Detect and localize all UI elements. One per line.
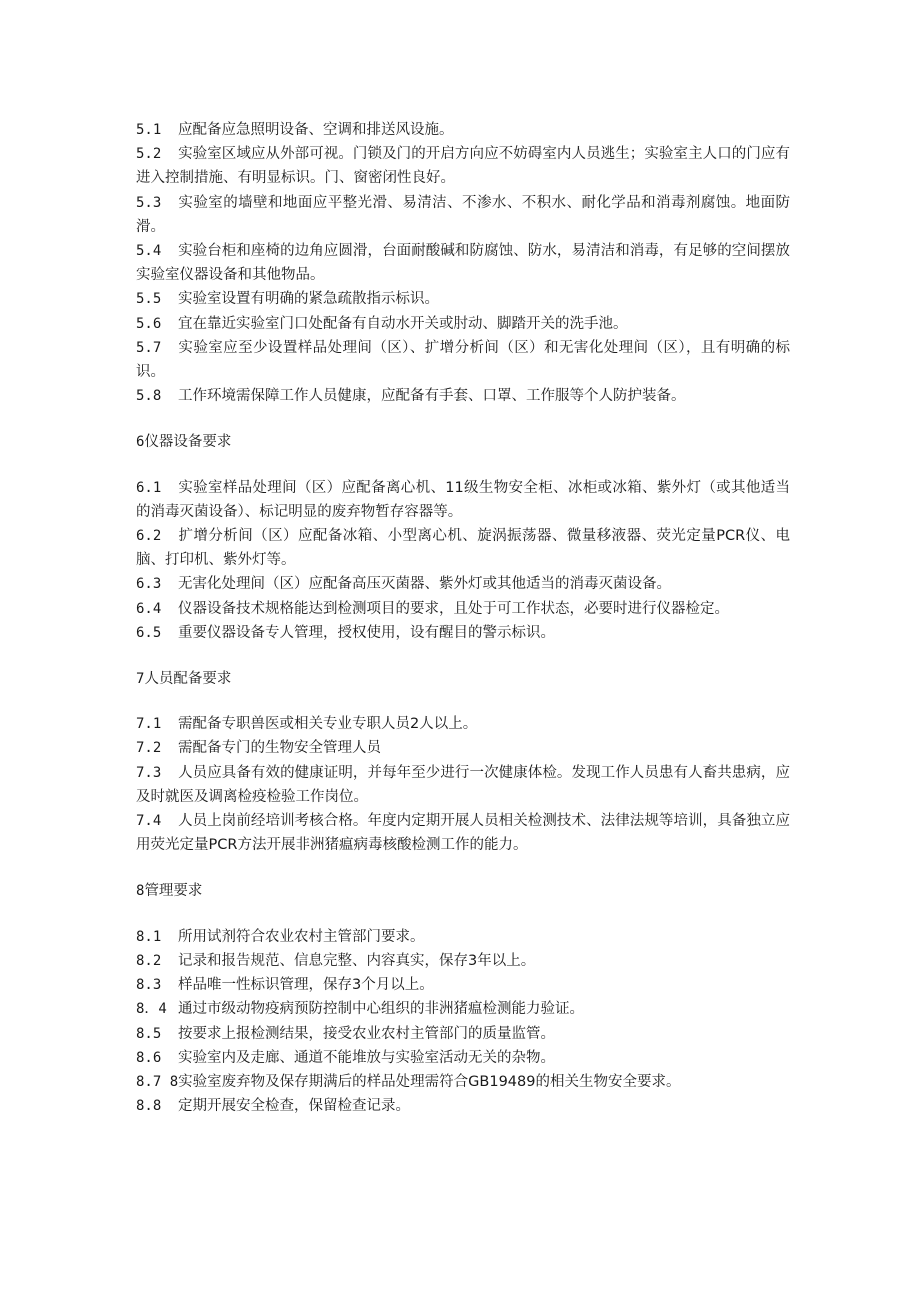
clause-text: 实验室样品处理间（区）应配备离心机、11级生物安全柜、冰柜或冰箱、紫外灯（或其他适当的消毒灭菌设备）、标记明显的废弃物暂存容器等。 — [136, 479, 790, 520]
clause-8-8 — [136, 1094, 790, 1118]
clause-number: 5.8 — [136, 388, 162, 405]
clause-text: 所用试剂符合农业农村主管部门要求。 — [178, 928, 425, 945]
clause-5-5 — [136, 287, 790, 311]
clause-text: 工作环境需保障工作人员健康，应配备有手套、口罩、工作服等个人防护装备。 — [178, 388, 686, 405]
clause-number: 6.3 — [136, 576, 162, 593]
section-title: 仪器设备要求 — [144, 434, 232, 451]
clause-7-1 — [136, 712, 790, 736]
clause-number: 5.5 — [136, 291, 162, 308]
clause-number: 5.3 — [136, 194, 162, 211]
clause-text: 实验室区域应从外部可视。门锁及门的开启方向应不妨碍室内人员逃生；实验室主人口的门应有进入控制措施、有明显标识。门、窗密闭性良好。 — [136, 146, 790, 187]
clause-5-7 — [136, 336, 790, 384]
clause-number: 5.6 — [136, 315, 162, 332]
section-heading-8 — [136, 879, 790, 903]
section-heading-7 — [136, 667, 790, 691]
clause-text: 重要仪器设备专人管理，授权使用，设有醒目的警示标识。 — [178, 624, 555, 641]
clause-6-3 — [136, 572, 790, 596]
clause-text: 实验室的墙壁和地面应平整光滑、易清洁、不渗水、不积水、耐化学品和消毒剂腐蚀。地面防滑。 — [136, 194, 790, 235]
clause-7-4 — [136, 809, 790, 857]
clause-7-2 — [136, 736, 790, 760]
clause-number: 8．4 — [136, 1001, 167, 1018]
clause-number: 8.5 — [136, 1025, 162, 1042]
clause-number: 8.7 8 — [136, 1073, 179, 1090]
clause-number: 5.4 — [136, 243, 162, 260]
document-body — [136, 118, 790, 1118]
clause-text: 样品唯一性标识管理，保存3个月以上。 — [178, 977, 434, 994]
clause-8-4 — [136, 997, 790, 1021]
clause-8-2 — [136, 949, 790, 973]
clause-text: 实验室应至少设置样品处理间（区）、扩增分析间（区）和无害化处理间（区），且有明确的标识。 — [136, 339, 790, 381]
clause-6-4 — [136, 597, 790, 621]
clause-text: 人员应具备有效的健康证明，并每年至少进行一次健康体检。发现工作人员患有人畜共患病，应及时就医及调离检疫检验工作岗位。 — [136, 764, 790, 805]
clause-8-7 — [136, 1070, 790, 1094]
clause-7-3 — [136, 761, 790, 809]
clause-number: 8.8 — [136, 1098, 162, 1115]
clause-6-2 — [136, 524, 790, 572]
clause-5-4 — [136, 239, 790, 287]
clause-number: 6.4 — [136, 600, 162, 617]
clause-number: 7.1 — [136, 716, 162, 733]
clause-text: 通过市级动物疫病预防控制中心组织的非洲猪瘟检测能力验证。 — [178, 1001, 584, 1018]
clause-text: 扩增分析间（区）应配备冰箱、小型离心机、旋涡振荡器、微量移液器、荧光定量PCR仪、电脑、打印机、紫外灯等。 — [136, 528, 790, 569]
clause-number: 7.3 — [136, 764, 162, 781]
clause-text: 定期开展安全检查，保留检查记录。 — [178, 1098, 410, 1115]
clause-text: 记录和报告规范、信息完整、内容真实，保存3年以上。 — [178, 952, 536, 969]
clause-text: 无害化处理间（区）应配备高压灭菌器、紫外灯或其他适当的消毒灭菌设备。 — [178, 576, 671, 593]
clause-number: 8.1 — [136, 928, 162, 945]
clause-text: 应配备应急照明设备、空调和排送风设施。 — [178, 122, 454, 138]
clause-number: 5.2 — [136, 146, 162, 163]
clause-5-1 — [136, 118, 790, 142]
clause-number: 8.3 — [136, 977, 162, 994]
clause-number: 5.1 — [136, 122, 162, 138]
section-heading-6 — [136, 430, 790, 454]
clause-5-3 — [136, 191, 790, 239]
clause-5-6 — [136, 312, 790, 336]
clause-8-3 — [136, 973, 790, 997]
clause-text: 实验台柜和座椅的边角应圆滑，台面耐酸碱和防腐蚀、防水，易清洁和消毒，有足够的空间摆放实验室仪器设备和其他物品。 — [136, 243, 790, 284]
clause-6-5 — [136, 621, 790, 645]
clause-text: 实验室设置有明确的紧急疏散指示标识。 — [178, 291, 439, 308]
clause-text: 宜在靠近实验室门口处配备有自动水开关或肘动、脚踏开关的洗手池。 — [178, 315, 628, 332]
clause-text: 人员上岗前经培训考核合格。年度内定期开展人员相关检测技术、法律法规等培训，具备独立应用荧光定量PCR方法开展非洲猪瘟病毒核酸检测工作的能力。 — [136, 813, 790, 854]
clause-number: 7.4 — [136, 813, 162, 830]
section-number: 8 — [136, 883, 145, 900]
clause-text: 需配备专职兽医或相关专业专职人员2人以上。 — [178, 716, 478, 733]
clause-text: 按要求上报检测结果，接受农业农村主管部门的质量监管。 — [178, 1025, 555, 1042]
clause-number: 5.7 — [136, 339, 162, 356]
clause-text: 需配备专门的生物安全管理人员 — [178, 740, 381, 757]
clause-number: 6.5 — [136, 624, 162, 641]
clause-number: 8.2 — [136, 952, 162, 969]
clause-number: 8.6 — [136, 1049, 162, 1066]
clause-5-8 — [136, 384, 790, 408]
section-title: 人员配备要求 — [144, 671, 232, 688]
section-number: 6 — [136, 434, 145, 451]
clause-8-5 — [136, 1022, 790, 1046]
clause-text: 实验室废弃物及保存期满后的样品处理需符合GB19489的相关生物安全要求。 — [178, 1073, 681, 1090]
clause-5-2 — [136, 142, 790, 190]
clause-6-1 — [136, 476, 790, 524]
clause-text: 实验室内及走廊、通道不能堆放与实验室活动无关的杂物。 — [178, 1049, 555, 1066]
clause-text: 仪器设备技术规格能达到检测项目的要求，且处于可工作状态，必要时进行仪器检定。 — [178, 600, 729, 617]
section-number: 7 — [136, 671, 145, 688]
clause-8-1 — [136, 925, 790, 949]
clause-number: 7.2 — [136, 740, 162, 757]
clause-8-6 — [136, 1046, 790, 1070]
section-title: 管理要求 — [144, 883, 203, 900]
clause-number: 6.2 — [136, 528, 162, 545]
clause-number: 6.1 — [136, 479, 162, 496]
